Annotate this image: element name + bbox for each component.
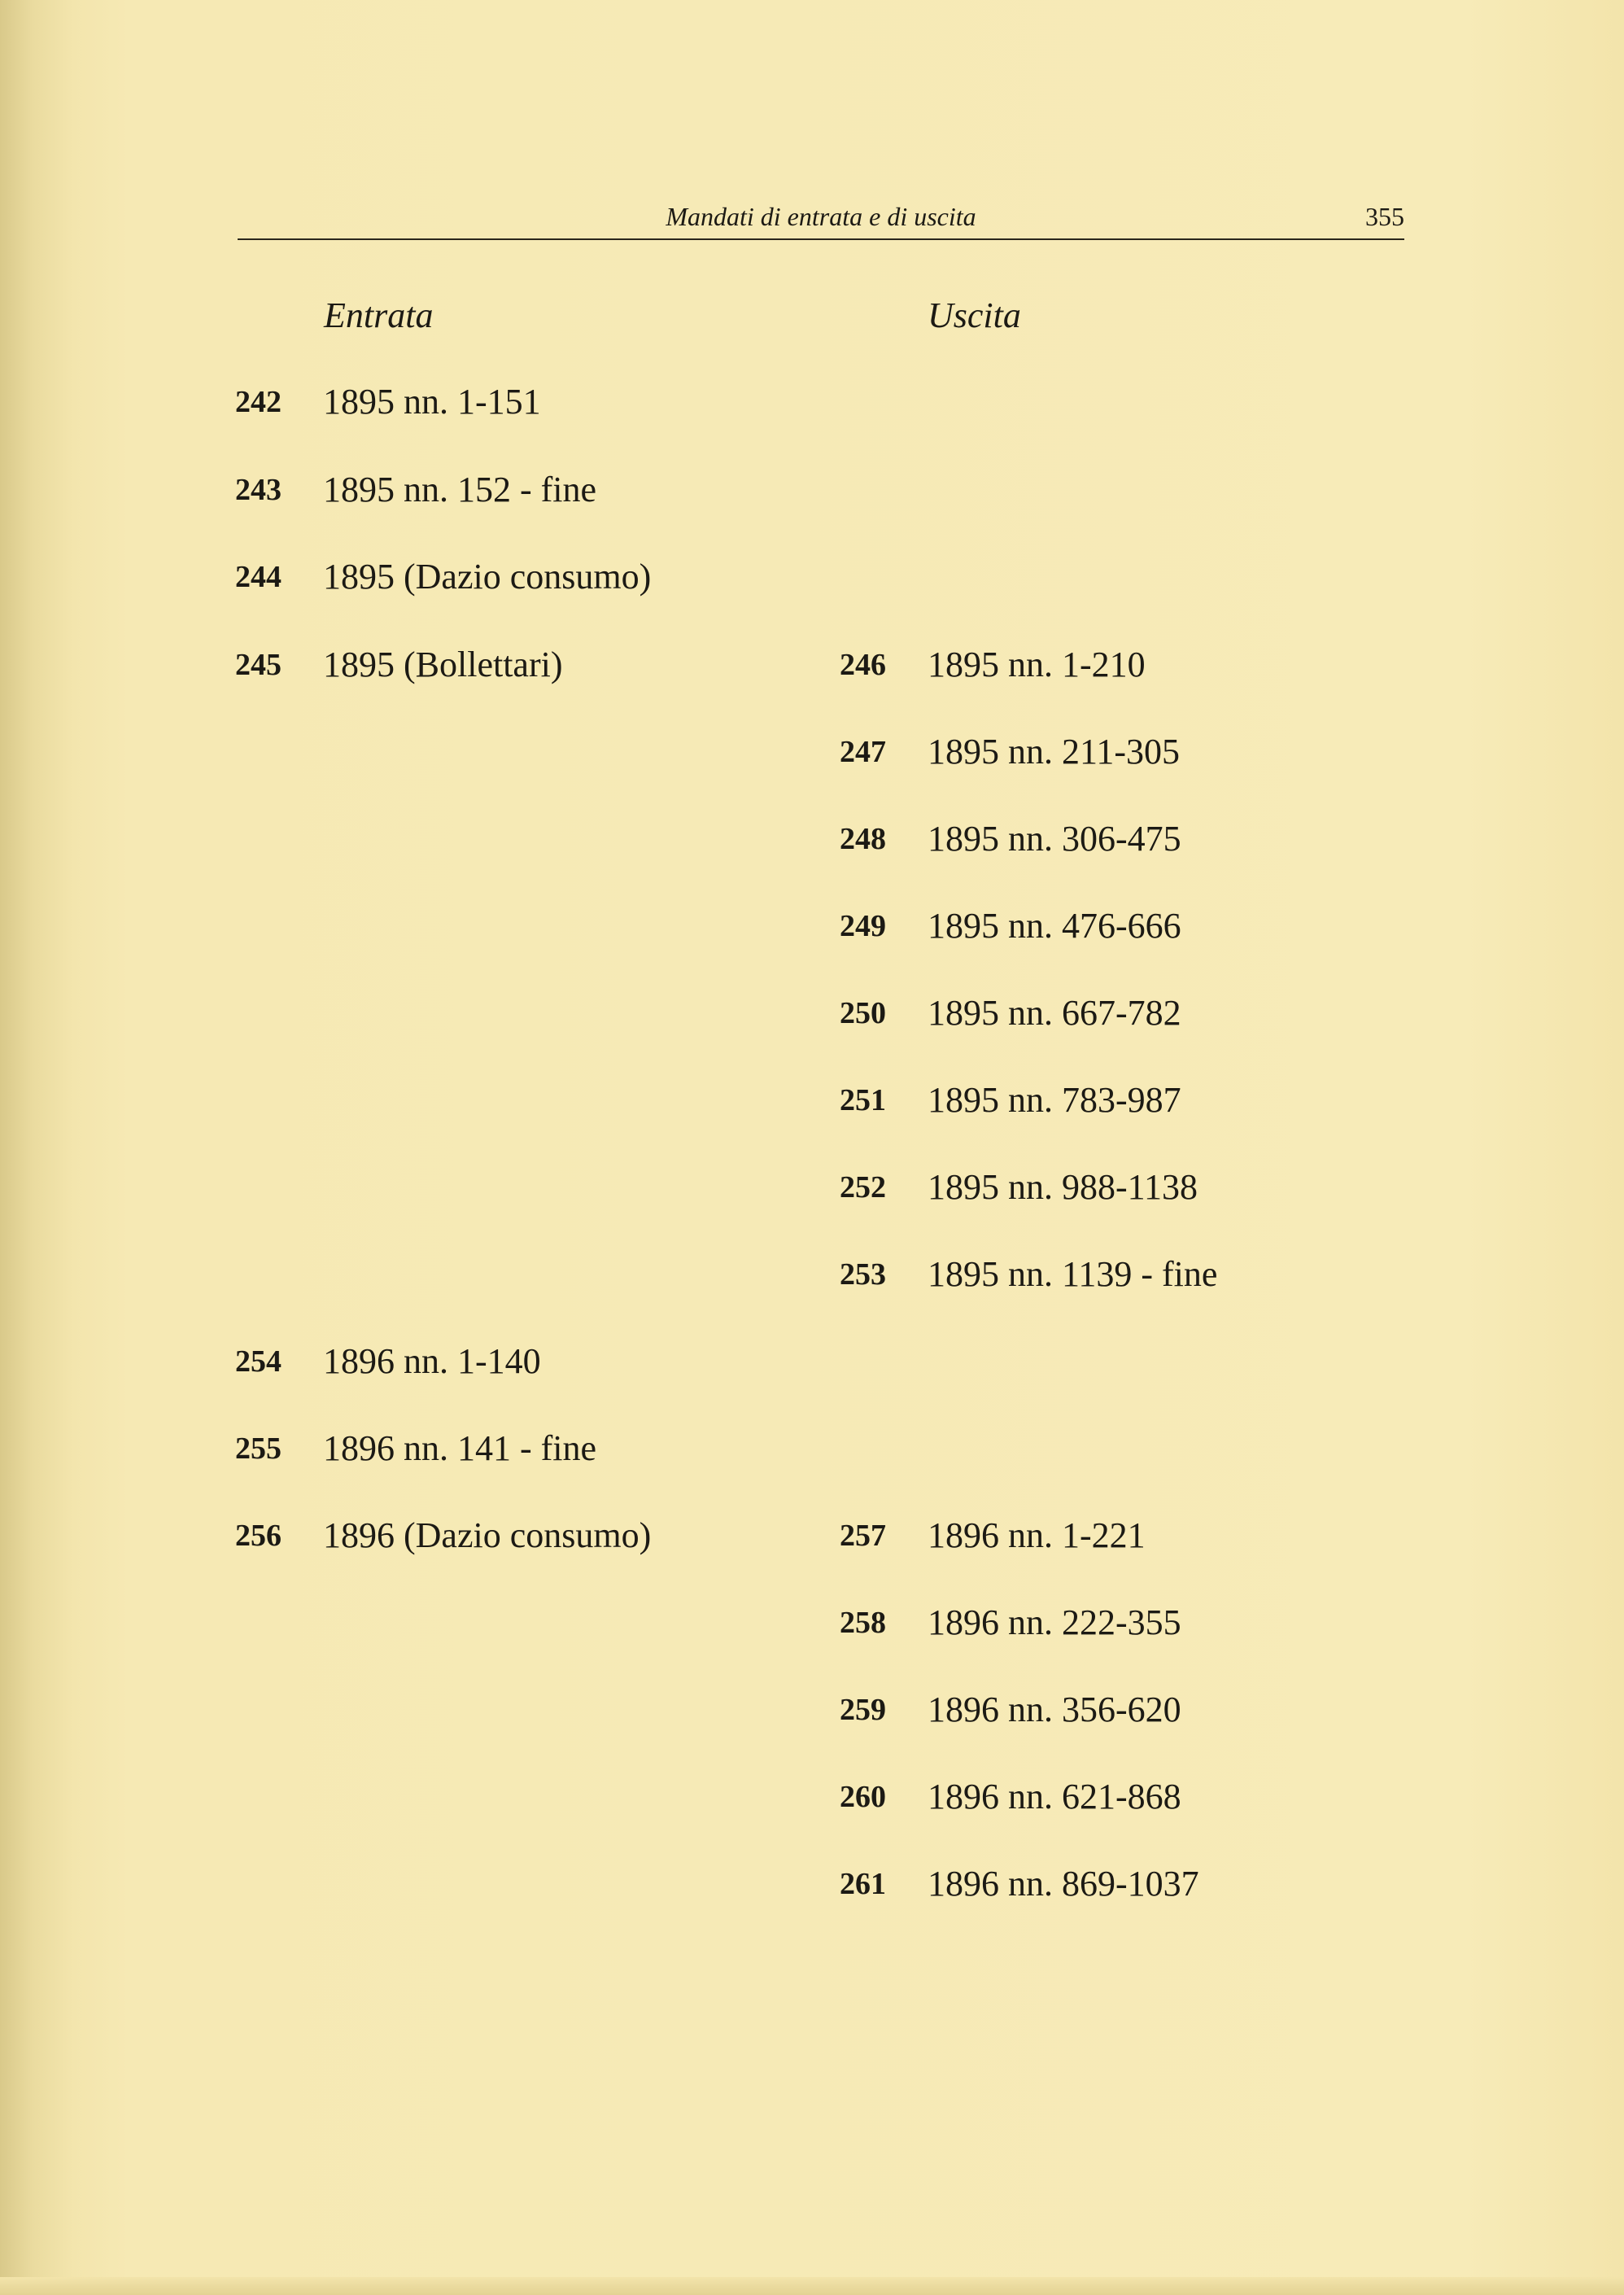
entry-number: 248 — [840, 822, 886, 856]
entry-number: 245 — [235, 648, 282, 682]
entry-number: 242 — [235, 385, 282, 419]
entry-number: 252 — [840, 1170, 886, 1204]
entry-description: 1896 nn. 1-221 — [928, 1515, 1146, 1555]
entry-description: 1895 nn. 783-987 — [928, 1080, 1181, 1120]
entry-number: 251 — [840, 1083, 886, 1117]
entry-number: 243 — [235, 473, 282, 507]
entry-description: 1895 nn. 211-305 — [928, 732, 1181, 772]
entry-description: 1895 nn. 306-475 — [928, 819, 1181, 859]
entrata-heading: Entrata — [324, 295, 434, 335]
header-rule — [238, 238, 1404, 240]
running-title: Mandati di entrata e di uscita — [666, 202, 976, 231]
entry-description: 1895 nn. 1-151 — [323, 382, 541, 422]
entry-number: 253 — [840, 1257, 886, 1292]
entry-number: 257 — [840, 1519, 886, 1553]
running-head — [238, 202, 1404, 243]
entry-description: 1896 nn. 869-1037 — [928, 1864, 1199, 1904]
entry-description: 1896 (Dazio consumo) — [323, 1515, 652, 1555]
entry-number: 254 — [235, 1344, 282, 1379]
entry-description: 1895 (Dazio consumo) — [323, 557, 652, 597]
page-number: 355 — [1365, 202, 1404, 231]
entry-description: 1896 nn. 222-355 — [928, 1602, 1181, 1642]
uscita-heading: Uscita — [928, 295, 1021, 335]
entry-description: 1896 nn. 141 - fine — [323, 1428, 597, 1468]
entry-description: 1895 nn. 667-782 — [928, 993, 1181, 1033]
entry-description: 1895 nn. 152 - fine — [323, 470, 597, 509]
entry-number: 259 — [840, 1693, 886, 1727]
page-bottom-edge — [0, 2277, 1624, 2295]
entry-description: 1896 nn. 621-868 — [928, 1777, 1181, 1816]
entry-description: 1896 nn. 1-140 — [323, 1341, 541, 1381]
entry-number: 261 — [840, 1867, 886, 1901]
entry-description: 1895 nn. 1-210 — [928, 645, 1146, 684]
entry-number: 250 — [840, 996, 886, 1030]
entry-description: 1895 nn. 988-1138 — [928, 1167, 1198, 1207]
entry-number: 256 — [235, 1519, 282, 1553]
entry-number: 244 — [235, 560, 282, 594]
entry-description: 1895 nn. 1139 - fine — [928, 1254, 1218, 1294]
entry-number: 249 — [840, 909, 886, 943]
entry-number: 246 — [840, 648, 886, 682]
entry-description: 1895 nn. 476-666 — [928, 906, 1181, 946]
entry-number: 247 — [840, 735, 886, 769]
entry-number: 260 — [840, 1780, 886, 1814]
entry-number: 255 — [235, 1432, 282, 1466]
entry-description: 1896 nn. 356-620 — [928, 1690, 1181, 1729]
entry-number: 258 — [840, 1606, 886, 1640]
entry-description: 1895 (Bollettari) — [323, 645, 563, 684]
